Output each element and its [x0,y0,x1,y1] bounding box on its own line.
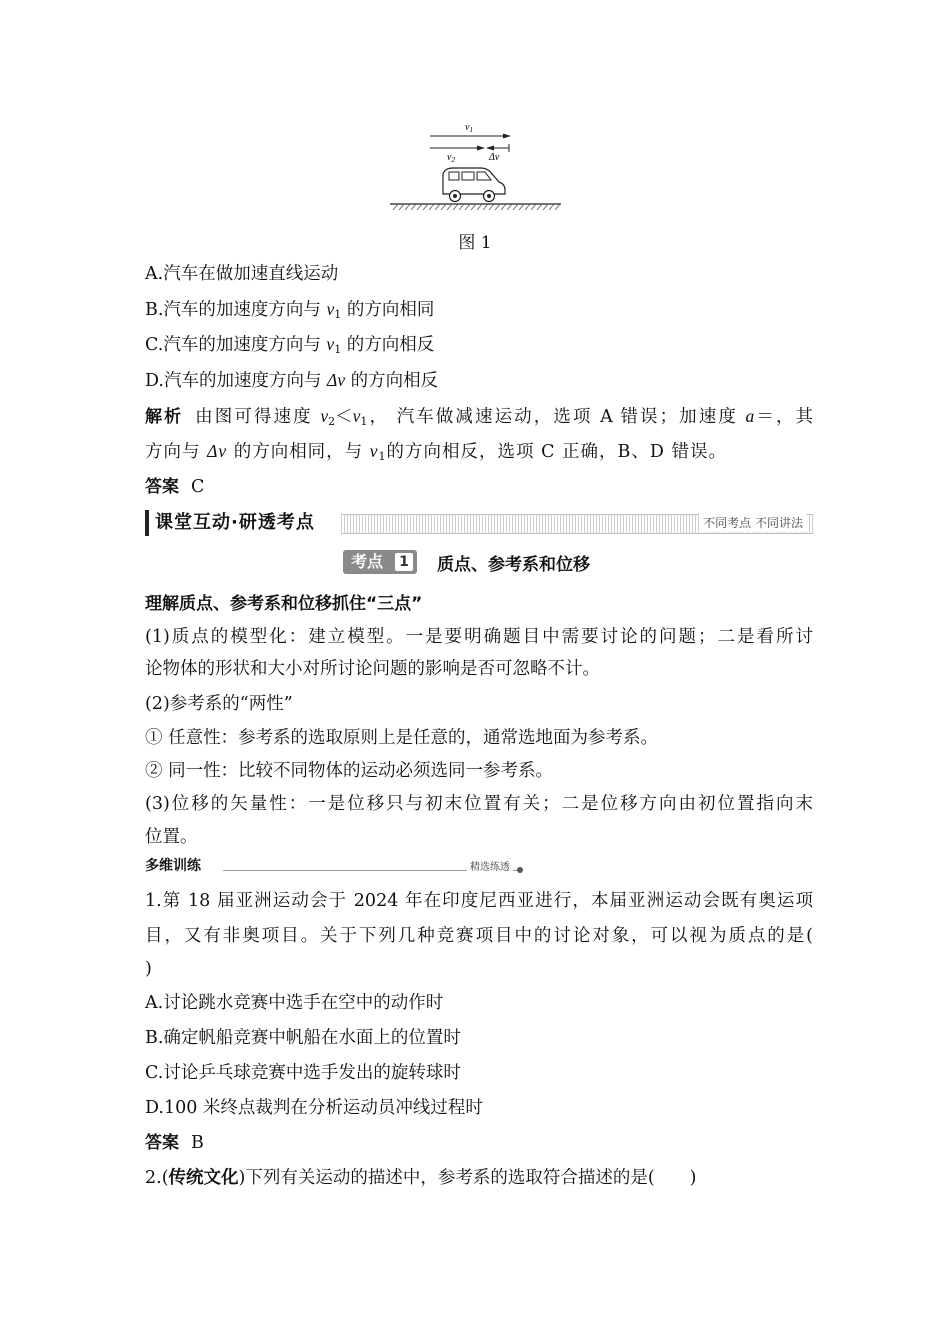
car-icon [443,168,505,202]
option-b: B.汽车的加速度方向与 $v_1$ 的方向相同 [145,299,435,321]
para-5-line-2: 位置。 [145,827,198,847]
answer-2: 答案 B [145,1133,204,1153]
para-2: (2)参考系的“两性” [145,694,293,714]
para-5-line-1: (3)位移的矢量性：一是位移只与初末位置有关；二是位移方向由初位置指向末 [145,794,813,814]
kaodian-title: 质点、参考系和位移 [437,555,590,575]
q1-option-b: B.确定帆船竞赛中帆船在水面上的位置时 [145,1028,461,1048]
analysis-line-1: 解析 由图可得速度 $v_2<v_1$， 汽车做减速运动，选项 A 错误；加速度 a＝，其 [145,406,814,428]
q1-line-2: 目，又有非奥项目。关于下列几种竞赛项目中的讨论对象，可以视为质点的是( [145,926,813,946]
analysis-line-2: 方向与 Δv 的方向相同，与 $v_1$的方向相反，选项 C 正确，B、D 错误。 [145,441,727,463]
q1-line-3: ) [145,959,152,979]
section-heading: 理解质点、参考系和位移抓住“三点” [145,594,423,614]
answer-1: 答案 C [145,477,205,497]
q2-tag: 传统文化 [168,1168,239,1188]
option-a: A.汽车在做加速直线运动 [145,264,339,284]
q1-option-d: D.100 米终点裁判在分析运动员冲线过程时 [145,1098,483,1118]
v1-label: $v_1$ [465,122,473,134]
para-1-line-2: 论物体的形状和大小对所讨论问题的影响是否可忽略不计。 [145,659,600,679]
car-velocity-figure [385,118,565,218]
option-d: D.汽车的加速度方向与 Δv 的方向相反 [145,370,439,391]
para-4: ② 同一性：比较不同物体的运动必须选同一参考系。 [145,761,554,781]
analysis-label: 解析 [145,407,184,427]
q1-option-c: C.讨论乒乓球竞赛中选手发出的旋转球时 [145,1063,461,1083]
ground-hatch [390,204,561,210]
para-3: ① 任意性：参考系的选取原则上是任意的，通常选地面为参考系。 [145,728,659,748]
q1-line-1: 1.第 18 届亚洲运动会于 2024 年在印度尼西亚进行，本届亚洲运动会既有奥运项 [145,891,813,911]
kaodian-number: 1 [395,553,413,571]
banner-title: 课堂互动·研透考点 [145,510,323,536]
practice-heading [145,856,545,878]
practice-dot [517,867,523,873]
q2-line: 2.(传统文化)下列有关运动的描述中，参考系的选取符合描述的是( ) [145,1168,697,1188]
option-c: C.汽车的加速度方向与 $v_1$ 的方向相反 [145,334,435,356]
dv-label: Δv [489,152,500,163]
figure-caption: 图 1 [458,233,492,253]
v2-label: $v_2$ [447,152,455,164]
kaodian-badge: 考点 1 [343,550,417,574]
section-banner [145,510,813,536]
q1-option-a: A.讨论跳水竞赛中选手在空中的动作时 [145,993,444,1013]
para-1-line-1: (1)质点的模型化：建立模型。一是要明确题目中需要讨论的问题；二是看所讨 [145,627,813,647]
practice-subtitle: 精选练透 [467,858,513,873]
practice-title: 多维训练 [145,858,201,874]
banner-subtitle: 不同考点 不同讲法 [699,514,807,532]
